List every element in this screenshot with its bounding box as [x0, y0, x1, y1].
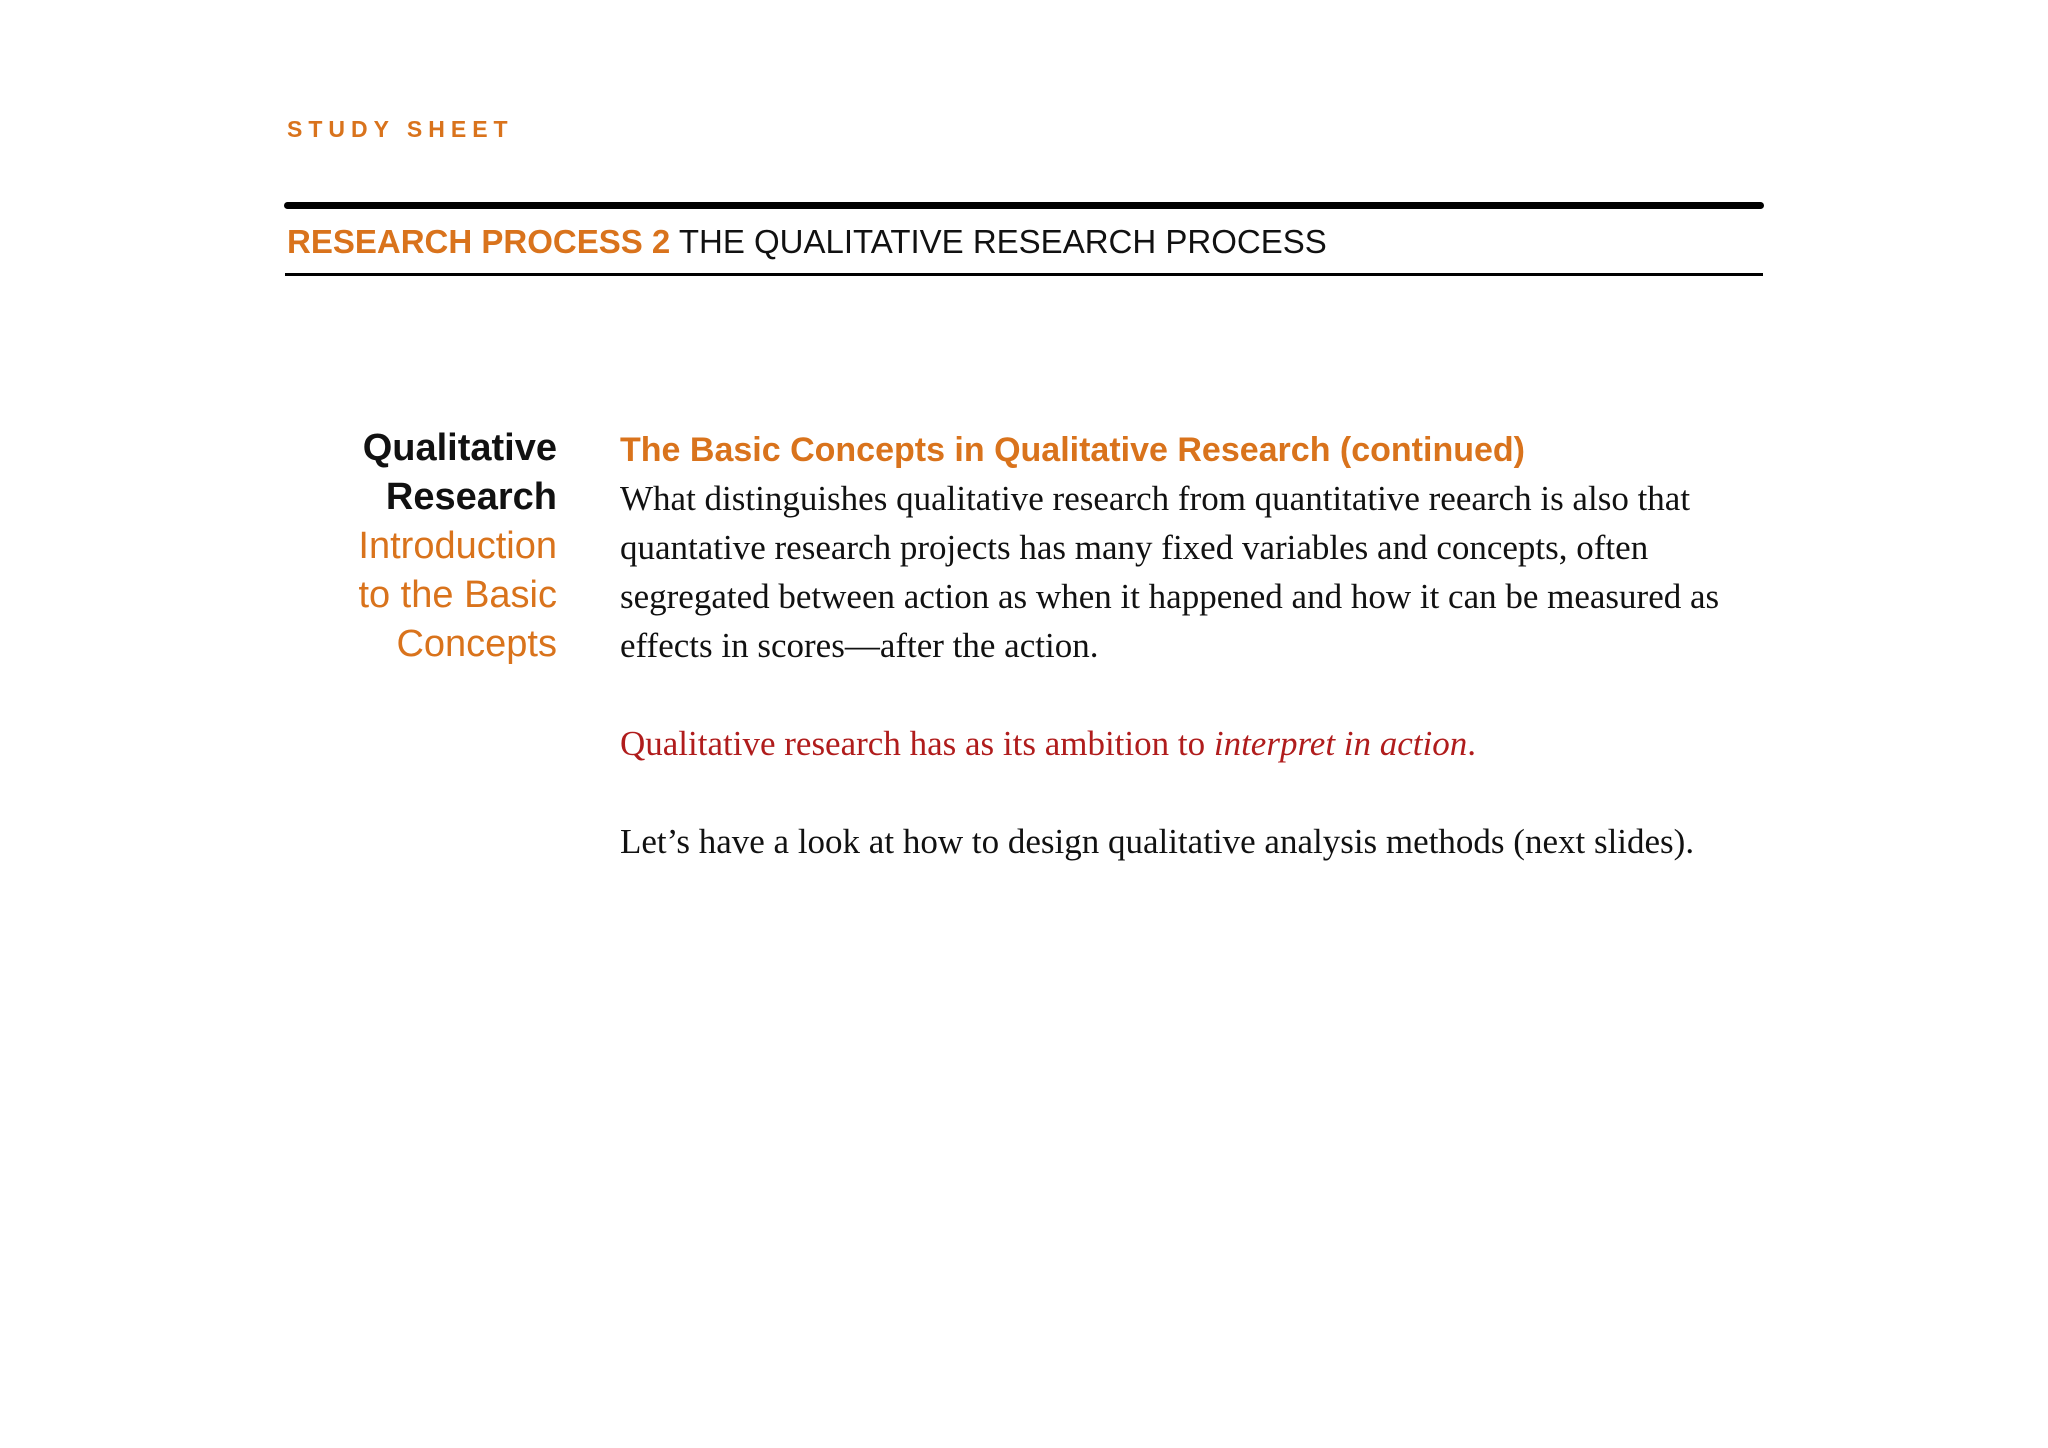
side-topic-line: Qualitative [362, 427, 557, 469]
header-rule-thick [284, 202, 1764, 209]
side-topic-line: Research [385, 476, 557, 518]
content-heading: The Basic Concepts in Qualitative Research (continued) [620, 431, 1525, 469]
highlight-statement [620, 719, 1780, 768]
side-subtopic-line: Introduction [358, 525, 557, 567]
side-subtopic-line: to the Basic [358, 574, 557, 616]
section-title [287, 222, 1327, 262]
next-steps-paragraph: Let’s have a look at how to design qualitative analysis methods (next slides). [620, 822, 1695, 861]
side-topic-label [358, 424, 557, 669]
highlight-suffix: . [1467, 724, 1477, 763]
header-rule-thin [285, 273, 1763, 276]
highlight-emphasis: interpret in action [1213, 724, 1468, 763]
main-content [620, 426, 1780, 866]
section-title-accent: RESEARCH PROCESS 2 [287, 223, 671, 260]
highlight-prefix: Qualitative research has as its ambition to [620, 724, 1214, 763]
study-sheet-label: STUDY SHEET [287, 116, 514, 142]
section-title-rest: THE QUALITATIVE RESEARCH PROCESS [678, 223, 1327, 260]
intro-paragraph: What distinguishes qualitative research from quantitative reearch is also that quantative research projects has many fixed variables and concepts, often segregated between action as when it happened and how it can be measured as effects in scores—after the action. [620, 479, 1720, 665]
side-subtopic-line: Concepts [396, 623, 557, 665]
